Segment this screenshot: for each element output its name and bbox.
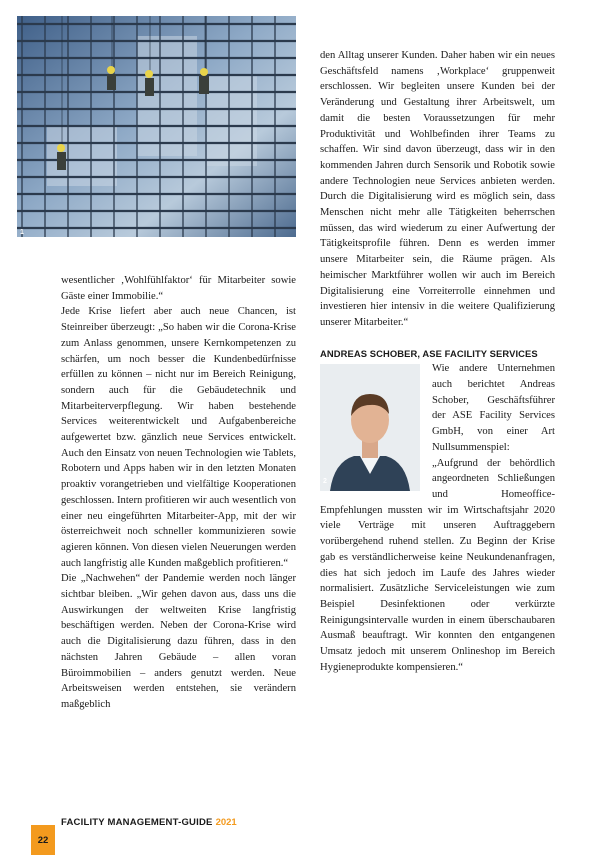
left-text-column [61,273,296,713]
right-text-column [320,48,555,675]
paragraph-text: Wie andere Unternehmen auch berichtet Andreas Schober, Geschäftsführer der ASE Facility Services GmbH, von einer Art Nullsummenspiel: „Aufgrund der behördlich angeordneten Schließungen und Homeoffice-Empfehlungen mussten wir im Wirtschaftsjahr 2020 viele Verträge mit unseren Auftraggebern vorübergehend ruhend stellen. Zu Beginn der Krise gab es verständlicherweise keine Neukundenanfragen, dies hat sich jedoch im Laufe des Jahres wieder normalisiert. Zusätzliche Serviceleistungen wie zum Beispiel Desinfektionen oder verkürzte Reinigungsintervalle wurden in einem überschaubaren Ausmaß beauftragt. Wir konnten den entgangenen Umsatz jedoch mit unserem Onlineshop im Bereich Hygieneprodukte kompensieren.“ [320,363,555,673]
publication-year: 2021 [215,816,237,828]
paragraph: den Alltag unserer Kunden. Daher haben wir ein neues Geschäftsfeld namens ‚Workplace‘ gruppenweit erschlossen. Wir begleiten unsere Kunden bei der Veränderung und Gestaltung ihrer Arbeitswelt, um damit die besten Voraussetzungen für mehr Produktivität und Wohlbefinden ihrer Teams zu schaffen. Wir sind davon überzeugt, dass wir in den kommenden Jahren durch Sensorik und Robotik sowie andere Technologien neue Services anbieten werden. Durch die Digitalisierung wird es möglich sein, dass Menschen nicht mehr alle Tätigkeiten beherrschen müssen, das wird wiederum zu einer Aufwertung der Tätigkeitsprofile führen. Denn es werden immer unsere Mitarbeiter sein, die Räume prägen. Als heimischer Marktführer wollen wir auch im Bereich Digitalisierung eine Vorreiterrolle einnehmen und investieren hier intensiv in die weitere Qualifizierung unserer Mitarbeiter.“ [320,50,555,328]
page-number: 22 [31,825,55,855]
paragraph [320,361,555,675]
figure-number: 2 [323,477,327,485]
andreas-schober-portrait [320,364,420,491]
paragraph: wesentlicher ‚Wohlfühlfaktor‘ für Mitarbeiter sowie Gäste einer Immobilie.“ [61,275,296,302]
paragraph: Die „Nachwehen“ der Pandemie werden noch länger sichtbar bleiben. „Wir gehen davon aus, dass uns die Auswirkungen der weltweiten Krise langfristig beschäftigen werden. Neben der Corona-Krise wird auch die Digitalisierung dazu führen, dass in den nächsten Jahren Gebäude – allen voran Büroimmobilien – anders genutzt werden. Neue Arbeitsweisen werden entstehen, sie verändern maßgeblich [61,573,296,710]
figure-number: 1 [20,229,24,236]
page-footer [31,813,237,846]
paragraph: Jede Krise liefert aber auch neue Chancen, ist Steinreiber überzeugt: „So haben wir die Corona-Krise zum Anlass genommen, unsere Kernkompetenzen zu schärfen, um noch besser die Kundenbedürfnisse erfüllen zu können – nicht nur im Bereich Reinigung, sondern auch für die Gebäudetechnik und Mitarbeiterverpflegung. Wir haben bestehende Services weiterentwickelt und Aufgabenbereiche aufgewertet bzw. gänzlich neue Services entwickelt. Auch den Einsatz von neuen Technologien wie Tablets, Robotern und Apps haben wir in den letzten Monaten proaktiv vorangetrieben und vielfältige Kooperationen geschlossen. Intern profitieren wir auch wesentlich von einer neu eingeführten Mitarbeiter-App, mit der wir österreichweit noch schneller kommunizieren sowie agieren können. Von diesen vielen Neuerungen werden auch langfristig alle Kunden maßgeblich profitieren.“ [61,306,296,569]
facade-cleaners-photo [17,16,296,237]
publication-title: FACILITY MANAGEMENT-GUIDE [61,816,213,828]
section-heading: ANDREAS SCHOBER, ASE FACILITY SERVICES [320,347,538,359]
